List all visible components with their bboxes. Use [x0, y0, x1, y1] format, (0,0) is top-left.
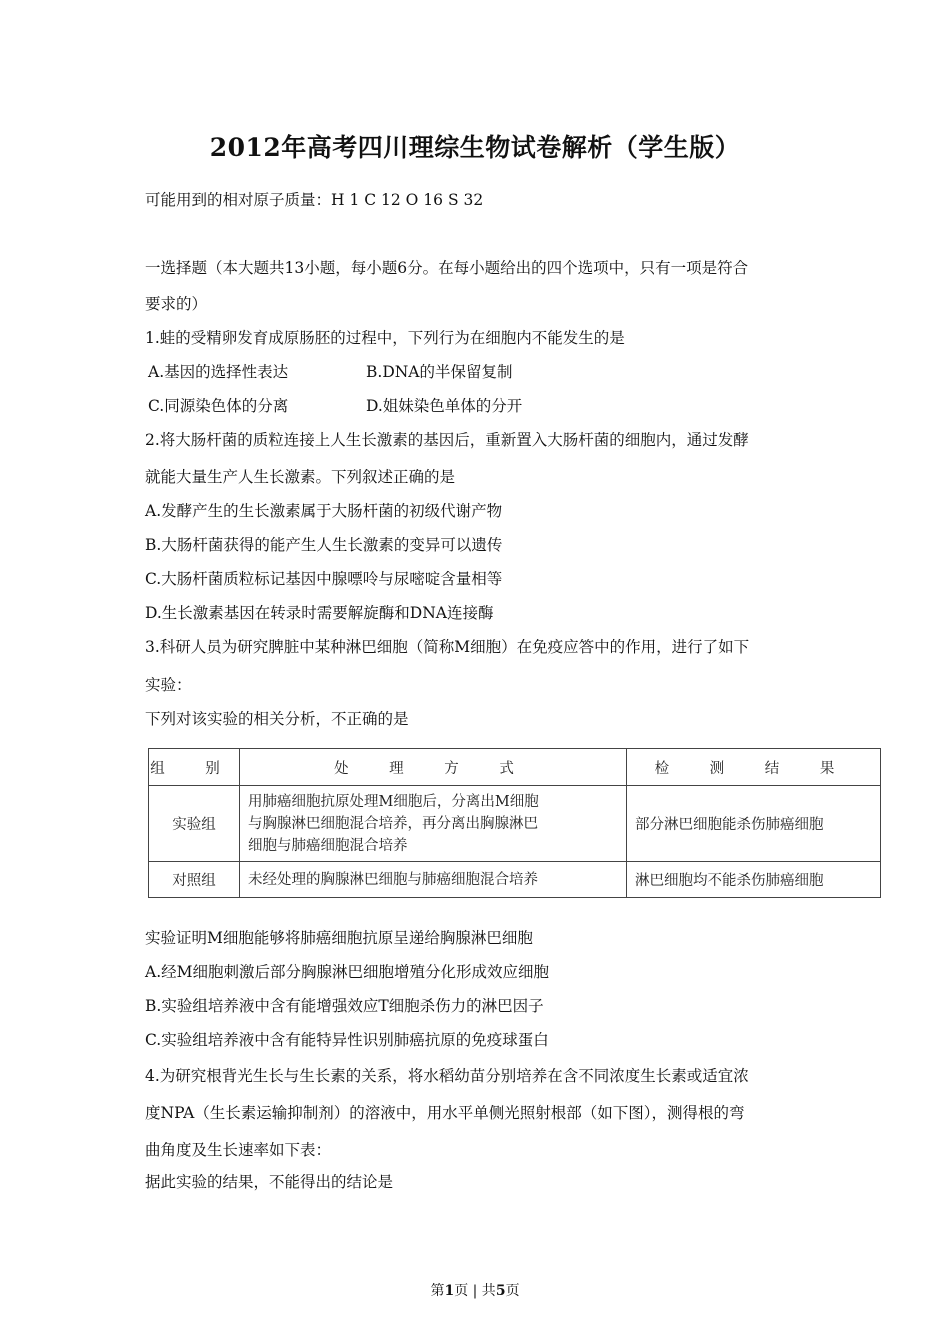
q2-option-a: A.发酵产生的生长激素属于大肠杆菌的初级代谢产物 — [145, 502, 503, 520]
q3-option-c: C.实验组培养液中含有能特异性识别肺癌抗原的免疫球蛋白 — [145, 1031, 549, 1049]
cell-treatment-control: 未经处理的胸腺淋巴细胞与肺癌细胞混合培养 — [240, 862, 627, 898]
page-footer — [0, 1280, 950, 1300]
q2-option-b: B.大肠杆菌获得的能产生人生长激素的变异可以遗传 — [145, 536, 503, 554]
q1-options-row1 — [148, 362, 513, 382]
atomic-mass-line: 可能用到的相对原子质量：H 1 C 12 O 16 S 32 — [145, 191, 484, 209]
q4-stem-line3: 曲角度及生长速率如下表： — [145, 1141, 332, 1159]
q1-stem: 1.蛙的受精卵发育成原肠胚的过程中，下列行为在细胞内不能发生的是 — [145, 329, 625, 347]
q2-option-d: D.生长激素基因在转录时需要解旋酶和DNA连接酶 — [145, 604, 494, 622]
experiment-table — [148, 748, 881, 898]
section-heading-line2: 要求的） — [145, 295, 208, 313]
footer-prefix: 第 — [430, 1283, 445, 1299]
treatment-line: 与胸腺淋巴细胞混合培养，再分离出胸腺淋巴 — [248, 815, 538, 832]
footer-suffix: 页 — [505, 1283, 520, 1299]
q2-stem-line1: 2.将大肠杆菌的质粒连接上人生长激素的基因后，重新置入大肠杆菌的细胞内，通过发酵 — [145, 431, 749, 449]
q1-option-d: D.姐妹染色单体的分开 — [366, 397, 523, 415]
cell-group-control: 对照组 — [149, 862, 240, 898]
q1-option-c: C.同源染色体的分离 — [148, 397, 289, 415]
table-header-row — [149, 749, 881, 786]
q3-stem-line2: 实验： — [145, 676, 192, 694]
cell-group-experiment: 实验组 — [149, 786, 240, 862]
cell-treatment-experiment — [240, 786, 627, 862]
table-row — [149, 862, 881, 898]
q2-stem-line2: 就能大量生产人生长激素。下列叙述正确的是 — [145, 468, 456, 486]
header-treatment: 处 理 方 式 — [240, 749, 627, 786]
table-row — [149, 786, 881, 862]
treatment-line: 用肺癌细胞抗原处理M细胞后，分离出M细胞 — [248, 793, 539, 810]
header-result: 检 测 结 果 — [627, 749, 881, 786]
q3-stem-line3: 下列对该实验的相关分析，不正确的是 — [145, 710, 409, 728]
cell-result-experiment: 部分淋巴细胞能杀伤肺癌细胞 — [627, 786, 881, 862]
q3-option-a-prefix: 实验证明M细胞能够将肺癌细胞抗原呈递给胸腺淋巴细胞 — [145, 929, 533, 947]
section-heading-line1: 一选择题（本大题共13小题，每小题6分。在每小题给出的四个选项中，只有一项是符合 — [145, 259, 749, 277]
total-page-number: 5 — [495, 1283, 506, 1299]
q1-options-row2 — [148, 396, 523, 416]
q4-stem-line2: 度NPA（生长素运输抑制剂）的溶液中，用水平单侧光照射根部（如下图），测得根的弯 — [145, 1104, 745, 1122]
q3-stem-line1: 3.科研人员为研究脾脏中某种淋巴细胞（简称M细胞）在免疫应答中的作用，进行了如下 — [145, 638, 750, 656]
header-group: 组 别 — [149, 749, 240, 786]
q4-stem-line1: 4.为研究根背光生长与生长素的关系，将水稻幼苗分别培养在含不同浓度生长素或适宜浓 — [145, 1067, 749, 1085]
current-page-number: 1 — [444, 1283, 455, 1299]
q1-option-a: A.基因的选择性表达 — [148, 363, 289, 381]
q3-option-a: A.经M细胞刺激后部分胸腺淋巴细胞增殖分化形成效应细胞 — [145, 963, 549, 981]
q3-option-b: B.实验组培养液中含有能增强效应T细胞杀伤力的淋巴因子 — [145, 997, 544, 1015]
cell-result-control: 淋巴细胞均不能杀伤肺癌细胞 — [627, 862, 881, 898]
footer-middle: 页 | 共 — [454, 1283, 496, 1299]
page-title: 2012年高考四川理综生物试卷解析（学生版） — [209, 133, 741, 162]
treatment-line: 细胞与肺癌细胞混合培养 — [248, 837, 408, 854]
q4-stem-line4: 据此实验的结果，不能得出的结论是 — [145, 1173, 394, 1191]
q1-option-b: B.DNA的半保留复制 — [366, 363, 513, 381]
q2-option-c: C.大肠杆菌质粒标记基因中腺嘌呤与尿嘧啶含量相等 — [145, 570, 503, 588]
